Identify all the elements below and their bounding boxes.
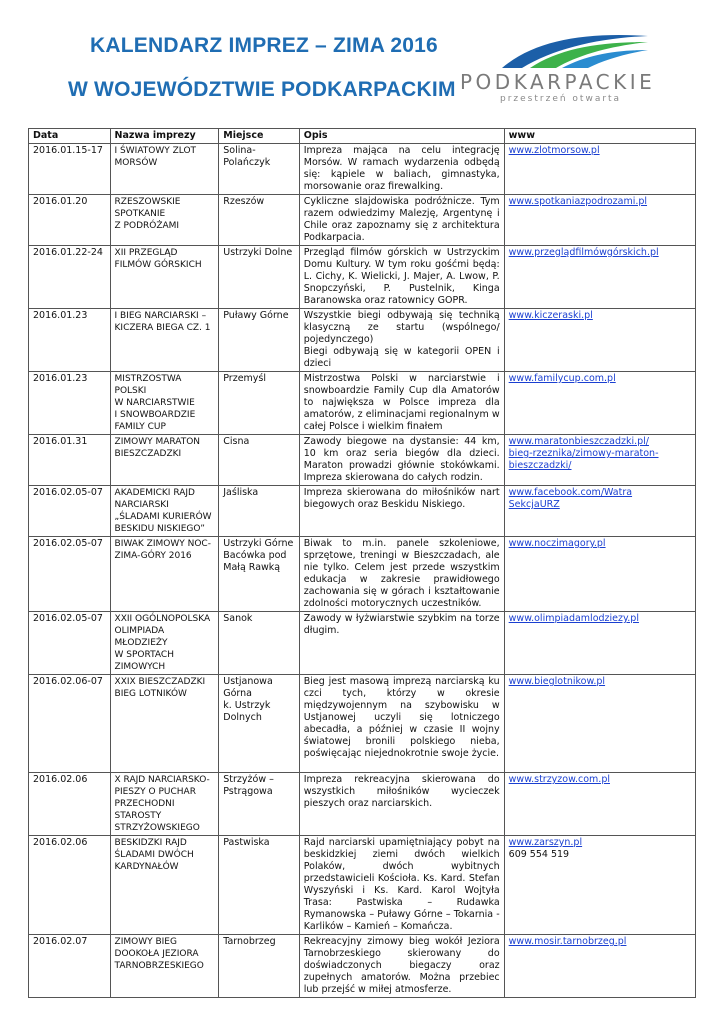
event-name: I BIEG NARCIARSKI – KICZERA BIEGA CZ. 1 [110,309,219,372]
logo-name: PODKARPACKIE [460,70,656,94]
event-link[interactable]: www.maratonbieszczadzki.pl/ bieg-rzeznika/zimowy-maraton- bieszczadzki/ [508,436,659,471]
event-name: ZIMOWY BIEG DOOKOŁA JEZIORA TARNOBRZESKIEGO [110,935,219,998]
page-subtitle: W WOJEWÓDZTWIE PODKARPACKIM [68,78,456,101]
event-name: I ŚWIATOWY ZLOT MORSÓW [110,144,219,195]
event-name: MISTRZOSTWA POLSKI W NARCIARSTWIE I SNOWBOARDZIE FAMILY CUP [110,372,219,435]
event-place: Ustrzyki Dolne [219,246,300,309]
event-name: AKADEMICKI RAJD NARCIARSKI „ŚLADAMI KURIERÓW BESKIDU NISKIEGO” [110,486,219,537]
event-description: Mistrzostwa Polski w narciarstwie i snowboardzie Family Cup dla Amatorów to największa w Polsce impreza dla amatorów, z eliminacjami regionalnym w całej Polsce i wielkim finałem [299,372,504,435]
podkarpackie-logo [460,28,660,108]
event-date: 2016.02.05-07 [29,612,111,675]
event-date: 2016.02.06 [29,836,111,935]
event-place: Jaśliska [219,486,300,537]
table-row [29,435,696,486]
header-description: Opis [299,129,504,144]
event-place: Tarnobrzeg [219,935,300,998]
event-name: BESKIDZKI RAJD ŚLADAMI DWÓCH KARDYNAŁÓW [110,836,219,935]
table-row [29,246,696,309]
event-description: Impreza rekreacyjna skierowana do wszystkich miłośników wycieczek pieszych oraz narciarskich. [299,773,504,836]
event-place: Ustjanowa Górna k. Ustrzyk Dolnych [219,675,300,773]
table-row [29,612,696,675]
event-link[interactable]: www.kiczeraski.pl [508,310,593,321]
event-link[interactable]: www.olimpiadamlodziezy.pl [508,613,639,624]
event-description: Cykliczne slajdowiska podróżnicze. Tym razem odwiedzimy Malezję, Argentynę i Chile oraz zapoznamy się z architektura Podkarpacia. [299,195,504,246]
event-link[interactable]: www.bieglotnikow.pl [508,676,606,687]
event-date: 2016.02.07 [29,935,111,998]
table-row [29,836,696,935]
table-row [29,675,696,773]
event-date: 2016.01.15-17 [29,144,111,195]
event-description: Wszystkie biegi odbywają się techniką klasyczną ze startu (wspólnego/ pojedynczego) Biegi odbywają się w kategorii OPEN i dzieci [299,309,504,372]
table-row [29,144,696,195]
event-date: 2016.01.22-24 [29,246,111,309]
event-phone: 609 554 519 [508,849,570,860]
event-place: Rzeszów [219,195,300,246]
event-place: Cisna [219,435,300,486]
page-title: KALENDARZ IMPREZ – ZIMA 2016 [90,34,438,57]
event-description: Bieg jest masową imprezą narciarską ku czci tych, którzy w okresie międzywojennym na szybowisku w Ustjanowej uczyli się lotniczego abecadła, a później w czasie II wojny światowej bronili polskiego nieba, poświęcając niejednokrotnie swoje życie. [299,675,504,773]
header-name: Nazwa imprezy [110,129,219,144]
event-name: ZIMOWY MARATON BIESZCZADZKI [110,435,219,486]
header-www: www [504,129,695,144]
event-date: 2016.02.05-07 [29,537,111,612]
table-row [29,773,696,836]
event-link[interactable]: www.przeglądfilmówgórskich.pl [508,247,659,258]
event-name: X RAJD NARCIARSKO- PIESZY O PUCHAR PRZECHODNI STAROSTY STRZYŻOWSKIEGO [110,773,219,836]
table-header-row [29,129,696,144]
event-link[interactable]: www.noczimagory.pl [508,538,606,549]
event-place: Przemyśl [219,372,300,435]
event-name: XXIX BIESZCZADZKI BIEG LOTNIKÓW [110,675,219,773]
event-link[interactable]: www.strzyzow.com.pl [508,774,610,785]
table-row [29,372,696,435]
event-place: Pastwiska [219,836,300,935]
event-place: Solina- Polańczyk [219,144,300,195]
event-place: Ustrzyki Górne Bacówka pod Małą Rawką [219,537,300,612]
event-name: BIWAK ZIMOWY NOC- ZIMA-GÓRY 2016 [110,537,219,612]
event-link[interactable]: www.facebook.com/Watra SekcjaURZ [508,487,633,510]
events-table [28,128,696,998]
table-row [29,537,696,612]
table-row [29,935,696,998]
event-description: Zawody biegowe na dystansie: 44 km, 10 km oraz seria biegów dla dzieci. Maraton prowadzi głównie stokówkami. Impreza skierowana do całych rodzin. [299,435,504,486]
event-name: XII PRZEGLĄD FILMÓW GÓRSKICH [110,246,219,309]
header-place: Miejsce [219,129,300,144]
event-link[interactable]: www.mosir.tarnobrzeg.pl [508,936,627,947]
event-name: XXII OGÓLNOPOLSKA OLIMPIADA MŁODZIEŻY W SPORTACH ZIMOWYCH [110,612,219,675]
event-date: 2016.01.20 [29,195,111,246]
event-description: Impreza skierowana do miłośników nart biegowych oraz Beskidu Niskiego. [299,486,504,537]
event-description: Biwak to m.in. panele szkoleniowe, sprzętowe, treningi w Bieszczadach, ale nie tylko. Celem jest przede wszystkim edukacja w zakresie prawidłowego zachowania się w górach i kształtowanie zdolności motorycznych uczestników. [299,537,504,612]
event-description: Rajd narciarski upamiętniający pobyt na beskidzkiej ziemi dwóch wielkich Polaków, dwóch wybitnych przedstawicieli Kościoła. Ks. Kard. Stefan Wyszyński i Ks. Kard. Karol Wojtyła Trasa: Pastwiska – Rudawka Rymanowska – Puławy Górne – Tokarnia - Karlików – Kamień – Komańcza. [299,836,504,935]
event-date: 2016.02.06 [29,773,111,836]
event-description: Impreza mająca na celu integrację Morsów. W ramach wydarzenia odbędą się: kąpiele w baliach, gimnastyka, morsowanie oraz firewalking. [299,144,504,195]
event-link[interactable]: www.zlotmorsow.pl [508,145,600,156]
event-name: RZESZOWSKIE SPOTKANIE Z PODRÓŻAMI [110,195,219,246]
event-date: 2016.01.23 [29,309,111,372]
event-date: 2016.02.06-07 [29,675,111,773]
event-place: Puławy Górne [219,309,300,372]
event-description: Rekreacyjny zimowy bieg wokół Jeziora Tarnobrzeskiego skierowany do doświadczonych biegaczy oraz zupełnych amatorów. Można przebiec lub przejść w miłej atmosferze. [299,935,504,998]
event-date: 2016.01.23 [29,372,111,435]
event-link[interactable]: www.zarszyn.pl [508,837,583,848]
event-place: Strzyżów – Pstrągowa [219,773,300,836]
event-link[interactable]: www.familycup.com.pl [508,373,616,384]
event-description: Zawody w łyżwiarstwie szybkim na torze długim. [299,612,504,675]
logo-swoosh-icon [500,28,650,70]
table-row [29,195,696,246]
event-place: Sanok [219,612,300,675]
event-date: 2016.02.05-07 [29,486,111,537]
logo-tagline: przestrzeń otwarta [500,94,622,104]
event-description: Przegląd filmów górskich w Ustrzyckim Domu Kultury. W tym roku gośćmi będą: L. Cichy, K. Wielicki, J. Majer, A. Lwow, P. Snopczyński, P. Pustelnik, Kinga Baranowska oraz ratownicy GOPR. [299,246,504,309]
event-date: 2016.01.31 [29,435,111,486]
event-link[interactable]: www.spotkaniazpodrozami.pl [508,196,648,207]
table-row [29,486,696,537]
table-row [29,309,696,372]
header-date: Data [29,129,111,144]
